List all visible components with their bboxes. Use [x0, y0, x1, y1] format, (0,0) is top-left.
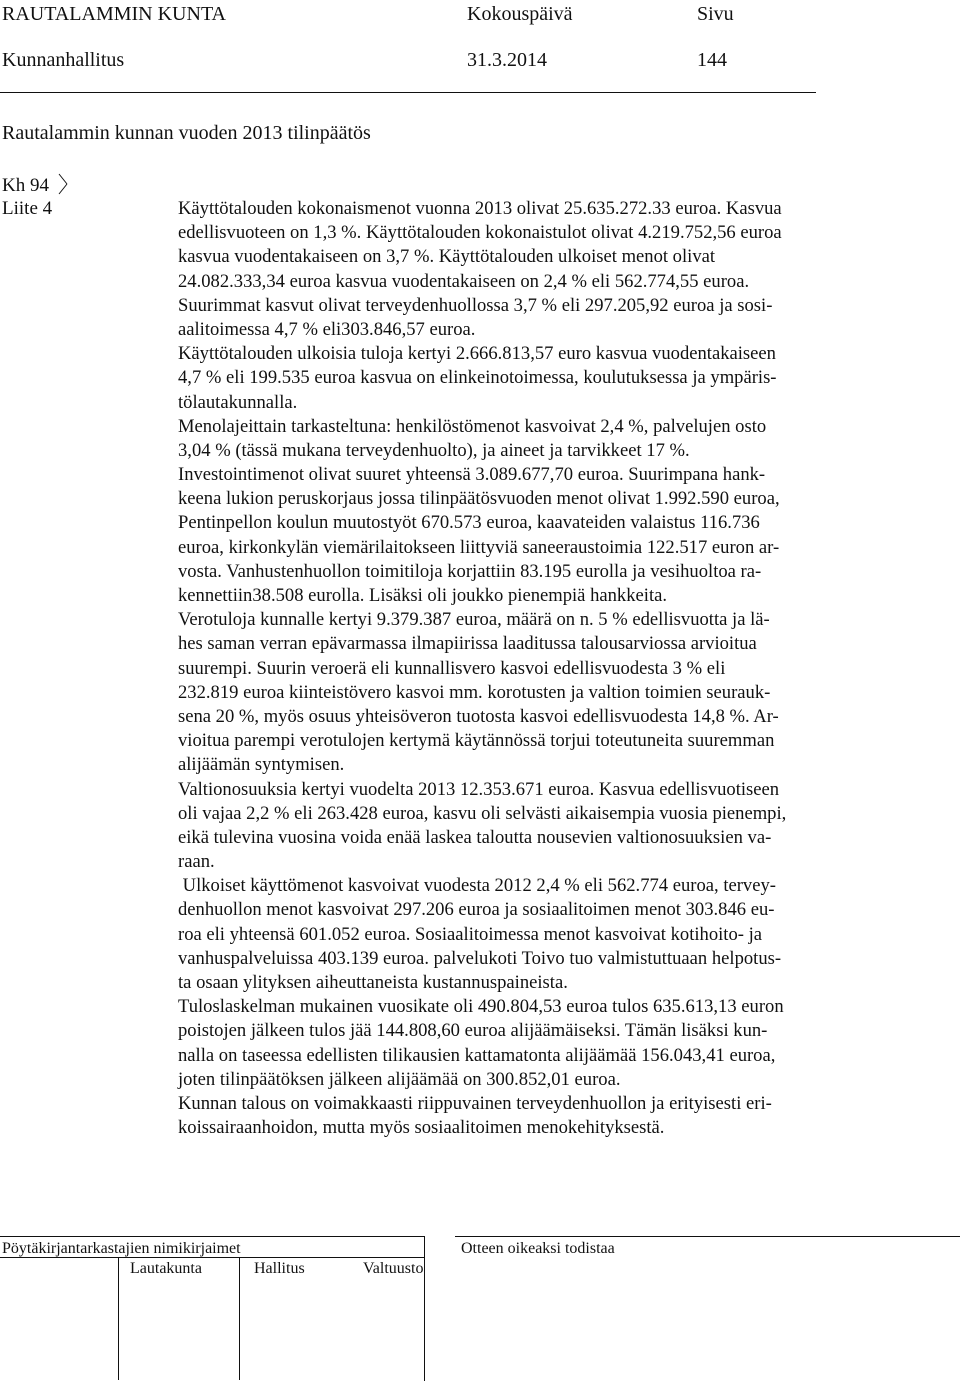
body-line: Investointimenot olivat suuret yhteensä 3.089.677,70 euroa. Suurimpana hank-	[178, 464, 766, 486]
body-line: 4,7 % eli 199.535 euroa kasvua on elinkeinotoimessa, koulutuksessa ja ympäris-	[178, 367, 777, 389]
body-line: Tuloslaskelman mukainen vuosikate oli 490.804,53 euroa tulos 635.613,13 euron	[178, 996, 784, 1018]
body-line: Käyttötalouden kokonaismenot vuonna 2013 olivat 25.635.272.33 euroa. Kasvua	[178, 198, 782, 219]
body-line: Kunnan talous on voimakkaasti riippuvainen terveydenhuollon ja erityisesti eri-	[178, 1092, 772, 1114]
body-line: Menolajeittain tarkasteltuna: henkilöstömenot kasvoivat 2,4 %, palvelujen osto	[178, 415, 767, 437]
body-line: Verotuloja kunnalle kertyi 9.379.387 euroa, määrä on n. 5 % edellisvuotta ja lä-	[178, 609, 770, 631]
body-line: alijäämän syntymisen.	[178, 754, 345, 776]
body-line: keena lukion peruskorjaus jossa tilinpäätösvuoden menot olivat 1.992.590 euroa,	[178, 488, 780, 510]
body-line: hes saman verran epävarmassa ilmapiirissa laaditussa talousarviossa arvioitua	[178, 633, 757, 655]
body-line: ta osaan ylityksen aiheuttaneista kustannuspaineista.	[178, 972, 568, 993]
body-text	[178, 197, 878, 1140]
attachment-ref: Liite 4	[2, 198, 53, 219]
body-line: euroa, kirkonkylän viemärilaitokseen liittyviä saneeraustoimia 122.517 euron ar-	[178, 536, 780, 558]
body-line: Käyttötalouden ulkoisia tuloja kertyi 2.666.813,57 euro kasvua vuodentakaiseen	[178, 343, 776, 365]
body-line: 232.819 euroa kiinteistövero kasvoi mm. korotusten ja valtion toimien seurauk-	[178, 681, 771, 703]
body-line: aalitoimessa 4,7 % eli303.846,57 euroa.	[178, 318, 476, 340]
body-line: suurempi. Suurin veroerä eli kunnallisvero kasvoi edellisvuodesta 3 % eli	[178, 657, 726, 679]
body-line: Suurimmat kasvut olivat terveydenhuollossa 3,7 % eli 297.205,92 euroa ja sosi-	[178, 294, 773, 316]
signature-column-valtuusto: Valtuusto	[363, 1260, 424, 1277]
page-number: 144	[697, 49, 727, 71]
body-line: 3,04 % (tässä mukana terveydenhuolto), ja aineet ja tarvikkeet 17 %.	[178, 439, 690, 461]
body-line: vanhuspalveluissa 403.139 euroa. palvelukoti Toivo tuo valmistuttuaan helpotus-	[178, 947, 782, 969]
body-line: 24.082.333,34 euroa kasvua vuodentakaiseen on 2,4 % eli 562.774,55 euroa.	[178, 270, 750, 292]
body-line: vioitua parempi verotulojen kertymä käytännössä torjui toteutuneita suuremman	[178, 730, 775, 752]
body-line: vosta. Vanhustenhuollon toimitiloja korjattiin 83.195 eurolla ja vesihuoltoa ra-	[178, 560, 762, 582]
page-label: Sivu	[697, 3, 734, 25]
body-line: denhuollon menot kasvoivat 297.206 euroa ja sosiaalitoimen menot 303.846 eu-	[178, 899, 775, 921]
section-marker-icon	[57, 173, 69, 195]
signature-column-divider	[118, 1257, 119, 1380]
body-line: eikä tulevina vuosina voida enää laskea taloutta nousevien valtionosuuksien va-	[178, 826, 772, 848]
body-line: nalla on taseessa edellisten tilikausien kattamatonta alijäämää 156.043,41 euroa,	[178, 1044, 776, 1066]
body-line: raan.	[178, 851, 215, 873]
paragraph-ref	[2, 173, 69, 198]
signature-column-lautakunta: Lautakunta	[130, 1260, 202, 1277]
signature-column-hallitus: Hallitus	[254, 1260, 305, 1277]
body-line: Valtionosuuksia kertyi vuodelta 2013 12.353.671 euroa. Kasvua edellisvuotiseen	[178, 778, 780, 800]
body-line: tölautakunnalla.	[178, 391, 298, 413]
body-line: Ulkoiset käyttömenot kasvoivat vuodesta 2012 2,4 % eli 562.774 euroa, tervey-	[178, 875, 776, 897]
document-title: Rautalammin kunnan vuoden 2013 tilinpäätös	[2, 122, 371, 144]
body-line: oli vajaa 2,2 % eli 263.428 euroa, kasvu oli selvästi aikaisempia vuosia pienempi,	[178, 802, 787, 824]
meeting-date-label: Kokouspäivä	[467, 3, 573, 25]
body-line: Pentinpellon koulun muutostyöt 670.573 euroa, kaavateiden valaistus 116.736	[178, 512, 760, 534]
body-line: kennettiin38.508 eurolla. Lisäksi oli joukko pienempiä hankkeita.	[178, 585, 668, 606]
body-line: koissairaanhoidon, mutta myös sosiaalitoimen menokehityksestä.	[178, 1117, 665, 1139]
body-line: joten tilinpäätöksen jälkeen alijäämää on 300.852,01 euroa.	[178, 1068, 621, 1090]
body-line: sena 20 %, myös osuus yhteisöveron tuotosta kasvoi edellisvuodesta 14,8 %. Ar-	[178, 705, 779, 727]
municipality-name: RAUTALAMMIN KUNTA	[2, 3, 227, 25]
signatures-title: Pöytäkirjantarkastajien nimikirjaimet	[2, 1240, 241, 1257]
meeting-date: 31.3.2014	[467, 49, 547, 71]
body-line: poistojen jälkeen tulos jää 144.808,60 euroa alijäämäiseksi. Tämän lisäksi kun-	[178, 1020, 768, 1042]
body-line: kasvua vuodentakaiseen on 3,7 %. Käyttötalouden ulkoiset menot olivat	[178, 246, 716, 268]
paragraph-ref-text: Kh 94	[2, 175, 49, 196]
body-line: edellisvuoteen on 1,3 %. Käyttötalouden kokonaistulot olivat 4.219.752,56 euroa	[178, 222, 782, 244]
header-divider	[0, 92, 816, 93]
signature-column-divider	[239, 1257, 240, 1380]
body-name: Kunnanhallitus	[2, 49, 125, 71]
certified-label: Otteen oikeaksi todistaa	[461, 1240, 615, 1257]
body-line: roa eli yhteensä 601.052 euroa. Sosiaalitoimessa menot kasvoivat kotihoito- ja	[178, 923, 763, 945]
